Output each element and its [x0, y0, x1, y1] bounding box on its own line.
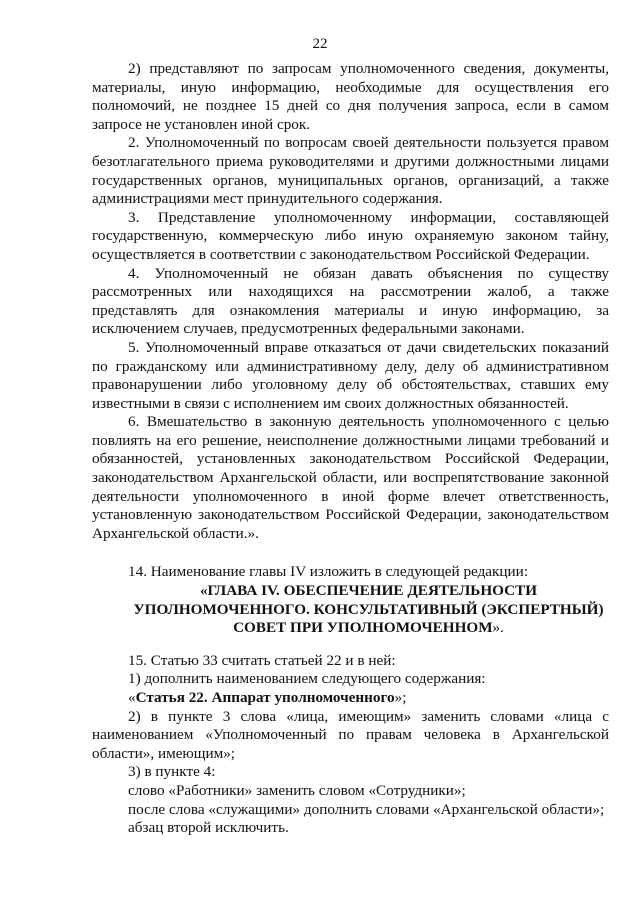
chapter-heading-line: «ГЛАВА IV. ОБЕСПЕЧЕНИЕ ДЕЯТЕЛЬНОСТИ: [199, 582, 538, 600]
chapter-heading-tail: ».: [492, 619, 504, 637]
chapter-heading-last: СОВЕТ ПРИ УПОЛНОМОЧЕННОМ: [233, 619, 493, 637]
chapter-heading-line: [92, 619, 609, 638]
item-15-sub1: 1) дополнить наименованием следующего содержания:: [128, 670, 486, 688]
quote-close: »;: [394, 689, 407, 706]
spacer: [92, 543, 609, 563]
paragraph: 2. Уполномоченный по вопросам своей деятельности пользуется правом безотлагательного приема руководителями и другими должностными лицами государственных органов, муниципальных органов, организаций, а также администрациями мест принудительного содержания.: [92, 134, 609, 208]
document-body: [92, 60, 609, 838]
page-number: 22: [312, 36, 328, 52]
item-15-intro: 15. Статью 33 считать статьей 22 и в ней:: [128, 651, 396, 669]
paragraph: 6. Вмешательство в законную деятельность уполномоченного с целью повлиять на его решение, неисполнение должностными лицами требований и обязанностей, установленных законодательством Российской Федерации, законодательством Архангельской области, или воспрепятствование законной деятельности уполномоченного в иной форме влечет ответственность, установленную законодательством Российской Федерации, законодательством Архангельской области.».: [92, 413, 609, 542]
paragraph: 3. Представление уполномоченному информации, составляющей государственную, коммерческую либо иную охраняемую законом тайну, осуществляется в соответствии с законодательством Российской Федерации.: [92, 208, 609, 263]
article-title: Статья 22. Аппарат уполномоченного: [135, 689, 395, 706]
paragraph: 2) представляют по запросам уполномоченного сведения, документы, материалы, иную информацию, необходимые для осуществления его полномочий, не позднее 15 дней со дня получения запроса, если в самом запросе не установлен иной срок.: [92, 60, 609, 133]
spacer: [92, 638, 609, 652]
quote-open: «: [128, 689, 136, 706]
item-15-sub3-line: слово «Работники» заменить словом «Сотрудники»;: [128, 781, 466, 799]
item-15-sub3-line: абзац второй исключить.: [128, 819, 289, 837]
paragraph: 4. Уполномоченный не обязан давать объяснения по существу рассмотренных или находящихся на рассмотрении жалоб, а также представлять для ознакомления материалы и иную информацию, за исключением случаев, предусмотренных федеральными законами.: [92, 264, 609, 338]
item-15-article-line: [92, 689, 609, 708]
item-15-sub2: 2) в пункте 3 слова «лица, имеющим» заменить словами «лица с наименованием «Уполномоченный по правам человека в Архангельской области», имеющим»;: [92, 707, 609, 762]
item-15-sub3: 3) в пункте 4:: [128, 763, 216, 781]
item-15-sub3-line: после слова «служащими» дополнить словами «Архангельской области»;: [128, 800, 605, 818]
paragraph: 5. Уполномоченный вправе отказаться от дачи свидетельских показаний по гражданскому или административному делу, делу об административном правонарушении либо уголовному делу об обстоятельствах, ставших ему известными в связи с исполнением им своих должностных обязанностей.: [92, 338, 609, 412]
item-14-intro: 14. Наименование главы IV изложить в следующей редакции:: [128, 563, 529, 581]
chapter-heading-line: УПОЛНОМОЧЕННОГО. КОНСУЛЬТАТИВНЫЙ (ЭКСПЕРТНЫЙ): [133, 600, 604, 618]
